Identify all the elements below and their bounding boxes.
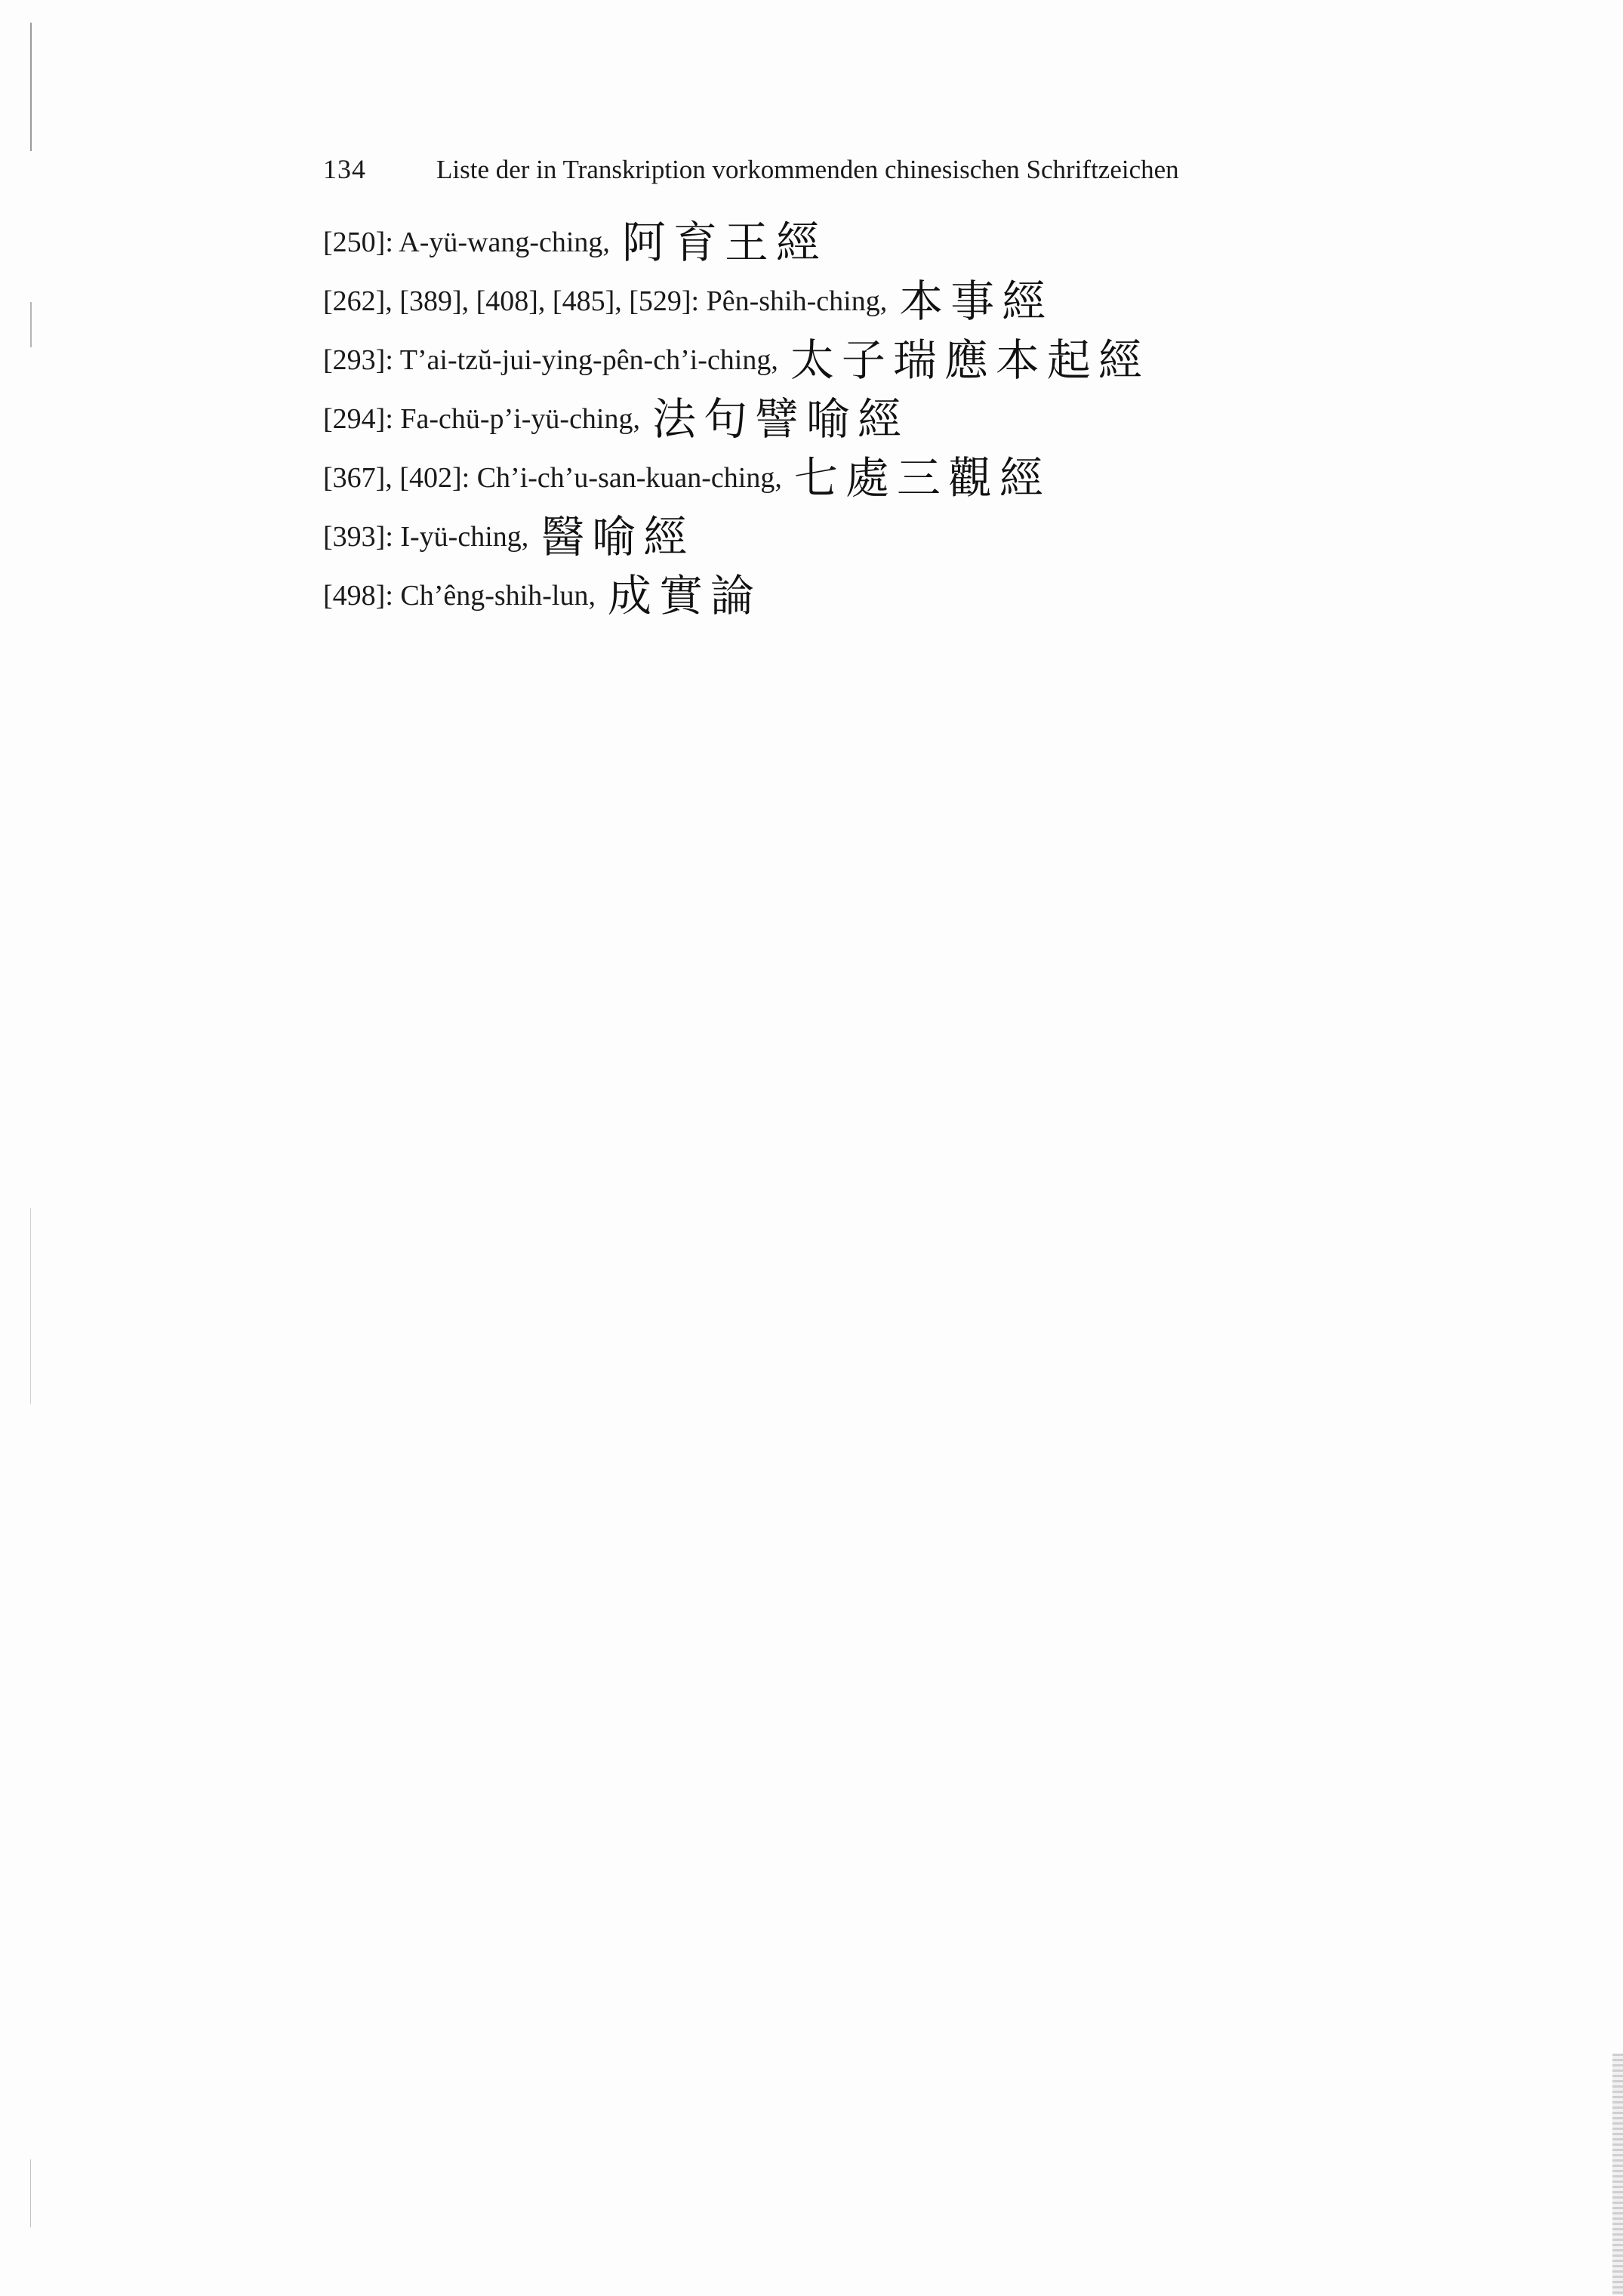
entry-text: [262], [389], [408], [485], [529]: Pên-shih-ching, <box>323 285 888 317</box>
entry-transcription: Ch’i-ch’u-san-kuan-ching, <box>476 462 782 494</box>
entry-characters: 太子瑞應本起經 <box>790 334 1150 386</box>
entry-characters: 法句譬喻經 <box>652 393 910 445</box>
running-head-title: Liste der in Transkription vorkommenden chinesischen Schriftzeichen <box>436 155 1179 184</box>
entry-transcription: A-yü-wang-ching, <box>399 227 610 258</box>
entry-refs: [294] <box>323 403 386 435</box>
entry-characters: 阿育王經 <box>621 217 827 268</box>
scan-edge-mark <box>30 1208 31 1404</box>
entry-refs: [498] <box>323 580 386 612</box>
list-item <box>323 208 1455 267</box>
character-list <box>323 208 1455 620</box>
scan-edge-mark <box>30 302 32 347</box>
list-item <box>323 325 1455 384</box>
entry-transcription: T’ai-tzŭ-jui-ying-pên-ch’i-ching, <box>399 344 778 376</box>
scan-edge-mark <box>1612 2054 1623 2295</box>
entry-refs: [250] <box>323 227 386 258</box>
page-number: 134 <box>323 154 366 184</box>
entry-text: [294]: Fa-chü-p’i-yü-ching, <box>323 403 640 435</box>
entry-text: [367], [402]: Ch’i-ch’u-san-kuan-ching, <box>323 462 782 494</box>
entry-characters: 醫喻經 <box>540 511 695 562</box>
entry-transcription: Fa-chü-p’i-yü-ching, <box>400 403 640 435</box>
entry-transcription: Ch’êng-shih-lun, <box>400 580 596 612</box>
entry-transcription: Pên-shih-ching, <box>706 285 888 317</box>
list-item <box>323 561 1455 620</box>
list-item <box>323 443 1455 502</box>
scan-edge-mark <box>30 2159 31 2227</box>
entry-refs: [293] <box>323 344 386 376</box>
entry-text: [293]: T’ai-tzŭ-jui-ying-pên-ch’i-ching, <box>323 344 778 376</box>
entry-text: [498]: Ch’êng-shih-lun, <box>323 580 596 612</box>
scan-edge-mark <box>30 23 32 151</box>
entry-characters: 成實論 <box>607 570 762 621</box>
list-item <box>323 384 1455 443</box>
entry-characters: 本事經 <box>899 276 1054 327</box>
entry-refs: [262], [389], [408], [485], [529] <box>323 285 691 317</box>
list-item <box>323 267 1455 325</box>
entry-refs: [393] <box>323 521 386 553</box>
entry-transcription: I-yü-ching, <box>400 521 529 553</box>
running-head <box>323 153 1380 191</box>
list-item <box>323 502 1455 561</box>
entry-text: [393]: I-yü-ching, <box>323 521 529 553</box>
entry-refs: [367], [402] <box>323 462 462 494</box>
entry-characters: 七處三觀經 <box>793 452 1051 504</box>
entry-text: [250]: A-yü-wang-ching, <box>323 227 610 258</box>
